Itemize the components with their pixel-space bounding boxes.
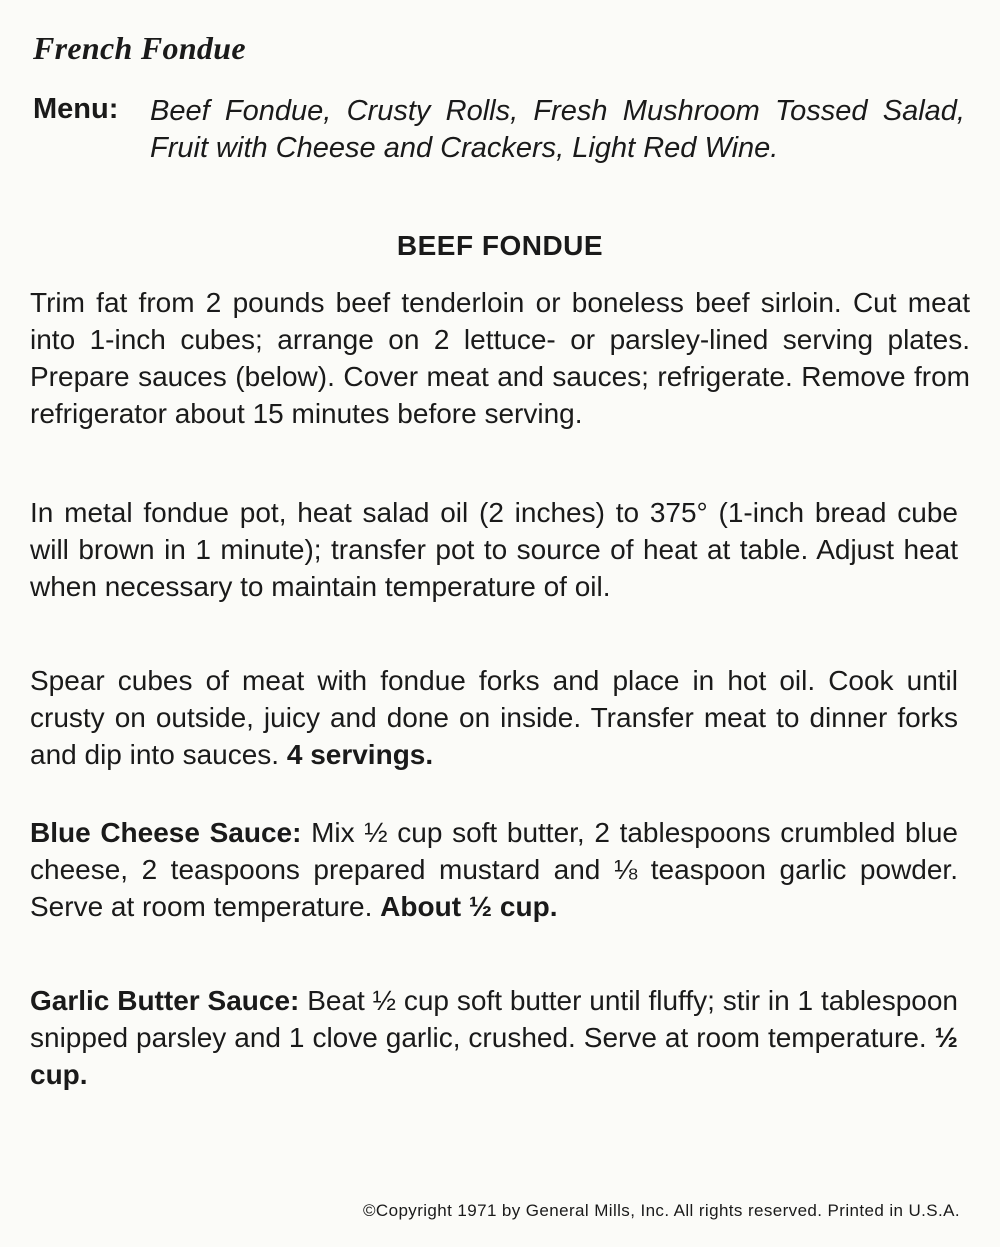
recipe-title: French Fondue — [33, 30, 246, 66]
menu-label: Menu: — [33, 93, 119, 125]
blue-cheese-sauce-name: Blue Cheese Sauce: — [30, 817, 302, 848]
cooking-text: Spear cubes of meat with fondue forks and place in hot oil. Cook until crusty on outside, juicy and done on inside. Transfer meat to dinner forks and dip into sauces. — [30, 665, 958, 770]
prep-instructions: Trim fat from 2 pounds beef tenderloin or boneless beef sirloin. Cut meat into 1-inch cubes; arrange on 2 lettuce- or parsley-lined serving plates. Prepare sauces (below). Cover meat and sauces; refrigerate. Remove from refrigerator about 15 minutes before serving. — [30, 287, 970, 429]
cooking-instructions — [30, 662, 958, 773]
garlic-butter-sauce-text: Beat ½ cup soft butter until fluffy; stir in 1 tablespoon snipped parsley and 1 clove garlic, crushed. Serve at room temperature. — [30, 985, 958, 1053]
servings-yield: 4 servings. — [286, 739, 434, 770]
copyright-footer: ©Copyright 1971 by General Mills, Inc. All rights reserved. Printed in U.S.A. — [362, 1201, 960, 1220]
garlic-butter-sauce-yield: ½ cup. — [30, 1022, 958, 1090]
garlic-butter-sauce — [30, 982, 958, 1093]
blue-cheese-sauce-yield: About ½ cup. — [380, 891, 558, 922]
blue-cheese-sauce-text: Mix ½ cup soft butter, 2 tablespoons crumbled blue cheese, 2 teaspoons prepared mustard and ⅛ teaspoon garlic powder. Serve at room temperature. — [30, 817, 958, 922]
oil-instructions: In metal fondue pot, heat salad oil (2 inches) to 375° (1-inch bread cube will brown in 1 minute); transfer pot to source of heat at table. Adjust heat when necessary to maintain temperature of oil. — [30, 497, 958, 602]
section-heading: BEEF FONDUE — [396, 230, 604, 261]
blue-cheese-sauce — [30, 814, 958, 925]
garlic-butter-sauce-name: Garlic Butter Sauce: — [30, 985, 300, 1016]
menu-items: Beef Fondue, Crusty Rolls, Fresh Mushroom Tossed Salad, Fruit with Cheese and Crackers, Light Red Wine. — [150, 95, 965, 164]
